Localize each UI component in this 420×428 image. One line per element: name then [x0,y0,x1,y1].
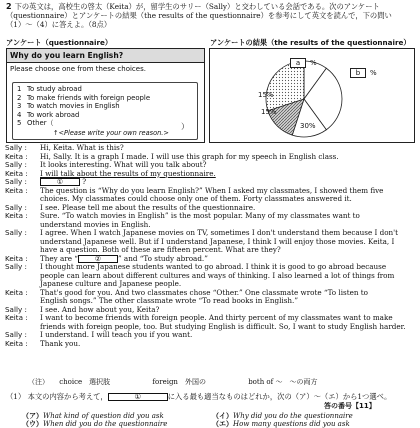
note-item: choice 選択肢 [59,378,111,386]
dialogue-text: I understand. I will teach you if you want. [40,330,193,339]
intro-line-2: （questionnaire）とアンケートの結果（the results of the questionnaire）を参考にして英文を読んで，下の問い [6,11,392,20]
questionnaire-instruction: Please choose one from these choices. [10,65,146,73]
dialogue-text: English songs.” The other classmate wrote “To read books in English.” [40,296,299,305]
speaker-label: Sally : [5,177,27,186]
dialogue-text: Thank you. [40,338,81,348]
option-1: 1 To study abroad [17,85,82,93]
sub-question-1 [6,392,414,401]
dialogue-text: people can learn about different cultures and ways of thinking. I also learned a lot of things from [40,270,395,280]
speaker-label: Sally : [5,160,27,169]
answer-blank: ① [40,178,80,186]
speaker-label: Keita : [5,313,28,322]
questionnaire-label: アンケート（questionnaire） [6,38,113,47]
note-item: both of ～ ～の両方 [248,378,318,386]
dialogue-text: choices. My classmates could choose only one of them. Forty classmates answered it. [40,194,352,203]
speaker-label: Sally : [5,262,27,271]
speaker-label: Sally : [5,304,27,314]
questionnaire-title: Why do you learn English? [7,49,204,63]
slice-a-box: a [290,58,306,68]
answer-number: 答の番号【11】 [324,402,376,410]
q1-blank: ① [108,393,168,401]
slice-label-30: 30% [300,122,316,130]
intro-line-1: 下の英文は，高校生の啓太（Keita）が，留学生のサリー（Sally）と交わしている会話である。次のアンケート [14,2,380,11]
intro-line-3: （1）～（4）に答えよ。（8点） [6,20,112,29]
dialogue-text: I thought more Japanese students wanted to go abroad. I think it is good to go abroad because [40,262,387,271]
choice-e[interactable]: （エ）How many questions did you ask [212,419,350,428]
option-4: 4 To work abroad [17,110,80,119]
speaker-label [5,272,40,281]
slice-label-15-top: 15% [258,91,274,99]
dialogue-text: I agree. When I watch Japanese movies on TV, sometimes I don't understand them because I don't [40,228,399,237]
option-2: 2 To make friends with foreign people [17,93,151,102]
q1-text-pre: 本文の内容から考えて， [27,392,108,401]
speaker-label: Keita : [5,168,28,178]
choice-u[interactable]: （ウ）When did you do the questionnaire [22,419,168,428]
dialogue-text: I see. Please tell me about the results of the questionnaire. [40,202,256,212]
slice-a-pct: % [310,59,317,67]
dialogue-text: I will talk about the results of my questionnaire. [40,168,216,178]
dialogue-text: Sure. “To watch movies in English” is the most popular. Many of my classmates want to [40,211,360,220]
speaker-label: Sally : [5,228,27,237]
q1-number: （1） [6,392,26,401]
speaker-label: Keita : [5,253,28,263]
answer-blank: ② [78,255,118,263]
choice-i[interactable]: （イ）Why did you do the questionnaire [212,411,353,420]
speaker-label: Keita : [5,185,28,195]
dialogue-text: They are “ ② ” and “To study abroad.” [40,253,208,263]
dialogue-text: Japanese culture and Japanese people. [40,279,182,288]
speaker-label: Keita : [5,211,28,220]
speaker-label: Sally : [5,143,27,152]
speaker-label: Keita : [5,338,28,348]
q1-choices [22,412,412,428]
dialogue-text: ① ? [40,178,415,187]
option-3: 3 To watch movies in English [17,102,120,111]
dialogue-line [5,170,415,179]
slice-b-pct: % [370,69,377,77]
choice-a[interactable]: （ア）What kind of question did you ask [22,411,164,420]
dialogue-text: Hi, Sally. It is a graph I made. I will use this graph for my speech in English class. [40,151,339,161]
notes-label: （注） [28,378,49,386]
speaker-label: Sally : [5,330,27,339]
dialogue-text: understand Japanese well. But if I understand Japanese, I think I will enjoy those movies. Keita, I [40,236,395,246]
slice-b-box: b [350,68,366,78]
results-label: アンケートの結果（the results of the questionnaire） [210,38,411,47]
dialogue-line [5,340,415,349]
dialogue-text: I want to become friends with foreign people. And thirty percent of my classmates want to make [40,313,393,322]
dialogue-text: Hi, Keita. What is this? [40,143,124,152]
dialogue-text: That's good for you. And two classmates chose “Other.” One classmate wrote “To listen to [40,287,368,297]
question-number: 2 [6,2,12,11]
note-item: foreign 外国の [152,378,206,386]
dialogue-text: I see. And how about you, Keita? [40,304,160,314]
dialogue-text: It looks interesting. What will you talk about? [40,160,207,169]
question-intro [6,2,414,29]
slice-label-15-bottom: 15% [261,108,277,116]
q1-text-post: に入る最も適当なものはどれか，次の（ア）～（エ）から1つ選べ。 [167,392,392,401]
vocab-notes [28,378,408,387]
dialogue-text: understand movies in English. [40,219,151,229]
dialogue-text: have a question. Both of these are fifteen percent. What are they? [40,245,281,254]
speaker-label: Keita : [5,287,28,297]
option-close-paren: ） [181,122,189,131]
option-note: ↑<Please write your own reason.> [53,129,169,137]
dialogue-text: friends with foreign people, too. But studying English is difficult. So, I want to study English harder. [40,321,406,331]
speaker-label: Keita : [5,151,28,161]
dialogue-text: The question is “Why do you learn English?” When I asked my classmates, I showed them five [40,185,384,195]
speaker-label [5,238,40,247]
options-box [12,82,198,140]
dialogue [5,144,415,348]
speaker-label: Sally : [5,202,27,212]
option-5: 5 Other（ [17,119,54,128]
